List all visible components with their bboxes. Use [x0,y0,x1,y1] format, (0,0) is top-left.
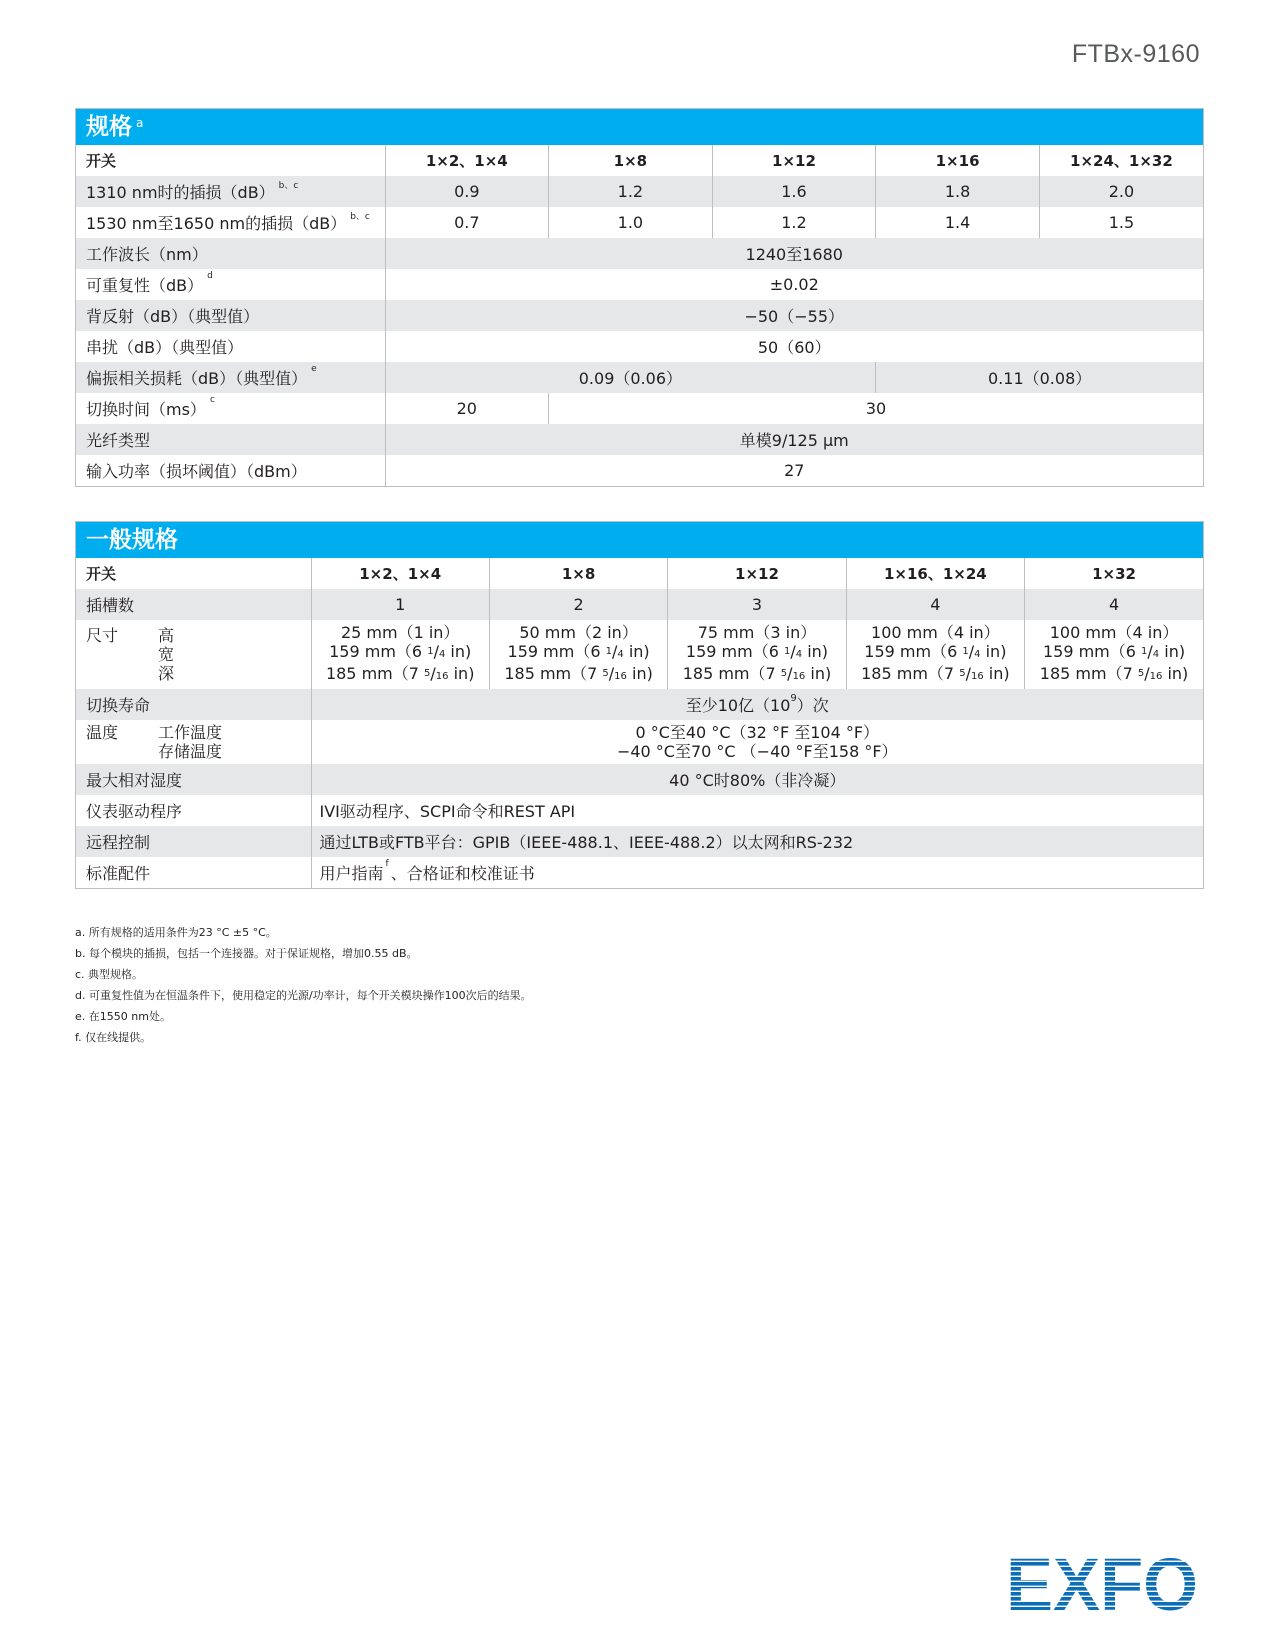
cell-value: ±0.02 [385,269,1203,300]
cell-value: 单模9/125 µm [385,424,1203,455]
table-row [76,424,1203,455]
column-header: 1×8 [549,145,713,176]
cell-value: 30 [549,393,1203,424]
cell-value: 0 °C至40 °C（32 °F 至104 °F） −40 °C至70 °C （−40 °F至158 °F） [311,720,1203,764]
column-header: 1×12 [668,558,846,589]
specifications-title: 规格 $^a$ [76,109,1203,145]
cell-value: 2 [489,589,667,620]
table-row [76,826,1203,857]
row-label: 可重复性（dB） $^d$ [86,271,213,295]
row-label: 工作波长（nm） [76,238,385,269]
cell-value: 0.09（0.06） [385,362,876,393]
cell-value: 27 [385,455,1203,486]
row-label: 背反射（dB）（典型值） [76,300,385,331]
dimension-cell: 25 mm（1 in） 159 mm（6 $^1$/4 in) 185 mm（7 $^5$/16 in) [311,620,489,689]
row-label: 插槽数 [76,589,311,620]
table-row [76,620,1203,689]
row-label: 1530 nm至1650 nm的插损（dB） $^{b、c}$ [86,212,370,233]
table-row [76,269,1203,300]
table-row [76,393,1203,424]
cell-value: 用户指南 $^f$ 、合格证和校准证书 [311,857,1203,888]
row-label: 输入功率（损坏阈值）（dBm） [86,462,307,481]
cell-value: 0.7 [385,207,549,238]
table-row [76,795,1203,826]
table-row [76,455,1203,486]
cell-value: 1.0 [549,207,713,238]
table-row [76,238,1203,269]
specifications-table [75,108,1204,487]
table-row [76,764,1203,795]
column-header: 1×2、1×4 [311,558,489,589]
switch-header-label: 开关 [86,565,117,583]
cell-value: 40 °C时80%（非冷凝） [311,764,1203,795]
column-header: 1×16、1×24 [846,558,1024,589]
dimension-cell: 100 mm（4 in） 159 mm（6 $^1$/4 in) 185 mm（7 $^5$/16 in) [1025,620,1203,689]
table-row [76,589,1203,620]
footnote: b. 每个模块的插损，包括一个连接器。对于保证规格，增加0.55 dB。 [75,947,418,960]
row-label: 温度 工作温度 存储温度 [86,723,223,761]
table-row [76,689,1203,720]
cell-value: IVI驱动程序、SCPI命令和REST API [311,795,1203,826]
table-row [76,857,1203,888]
cell-value: 4 [846,589,1024,620]
cell-value: 4 [1025,589,1203,620]
row-label: 光纤类型 [76,424,385,455]
table-row [76,362,1203,393]
row-label: 仪表驱动程序 [86,802,183,821]
row-label: 尺寸 高 宽 深 [86,626,175,683]
row-label: 串扰（dB）（典型值） [86,338,244,357]
row-label: 切换寿命 [76,689,311,720]
cell-value: 2.0 [1039,176,1203,207]
footnote: d. 可重复性值为在恒温条件下，使用稳定的光源/功率计，每个开关模块操作100次后的结果。 [75,989,532,1002]
general-specifications-title: 一般规格 [76,522,1203,558]
svg-text:EXFO: EXFO [1006,1552,1198,1614]
dimension-cell: 50 mm（2 in） 159 mm（6 $^1$/4 in) 185 mm（7 $^5$/16 in) [489,620,667,689]
footnote: a. 所有规格的适用条件为23 °C ±5 °C。 [75,926,277,939]
general-specifications-table [75,521,1204,889]
cell-value: 50（60） [385,331,1203,362]
cell-value: 0.9 [385,176,549,207]
dimension-cell: 100 mm（4 in） 159 mm（6 $^1$/4 in) 185 mm（7 $^5$/16 in) [846,620,1024,689]
footnotes [75,922,532,1048]
cell-value: 20 [385,393,549,424]
table-row [76,331,1203,362]
cell-value: 至少10亿$(10^9)$次 [311,689,1203,720]
row-label: 标准配件 [86,864,151,883]
cell-value: 1.2 [549,176,713,207]
footnote: c. 典型规格。 [75,968,144,981]
cell-value: 1.4 [876,207,1040,238]
switch-header-label: 开关 [86,152,117,170]
cell-value: −50（−55） [385,300,1203,331]
row-label: 偏振相关损耗（dB）（典型值） $^e$ [76,362,385,393]
cell-value: 1.6 [712,176,876,207]
exfo-logo-graphic [1004,1552,1200,1614]
table-row [76,300,1203,331]
cell-value: 通过LTB或FTB平台：GPIB（IEEE-488.1、IEEE-488.2）以太网和RS-232 [311,826,1203,857]
column-header: 1×32 [1025,558,1203,589]
cell-value: 1 [311,589,489,620]
model-name: FTBx-9160 [1071,40,1200,68]
row-label: 切换时间（ms） $^c$ [86,395,215,419]
row-label: 远程控制 [76,826,311,857]
footnote: f. 仅在线提供。 [75,1031,152,1044]
cell-value: 3 [668,589,846,620]
table-row [76,720,1203,764]
cell-value: 0.11（0.08） [876,362,1203,393]
table-row [76,176,1203,207]
column-header: 1×16 [876,145,1040,176]
column-header: 1×12 [712,145,876,176]
cell-value: 1.2 [712,207,876,238]
cell-value: 1.5 [1039,207,1203,238]
exfo-logo [1004,1552,1200,1618]
dimension-cell: 75 mm（3 in） 159 mm（6 $^1$/4 in) 185 mm（7 $^5$/16 in) [668,620,846,689]
table-row [76,207,1203,238]
row-label: 1310 nm时的插损（dB） $^{b、c}$ [76,176,385,207]
column-header: 1×8 [489,558,667,589]
column-header: 1×24、1×32 [1039,145,1203,176]
cell-value: 1240至1680 [385,238,1203,269]
footnote: e. 在1550 nm处。 [75,1010,171,1023]
column-header: 1×2、1×4 [385,145,549,176]
row-label: 最大相对湿度 [76,764,311,795]
cell-value: 1.8 [876,176,1040,207]
